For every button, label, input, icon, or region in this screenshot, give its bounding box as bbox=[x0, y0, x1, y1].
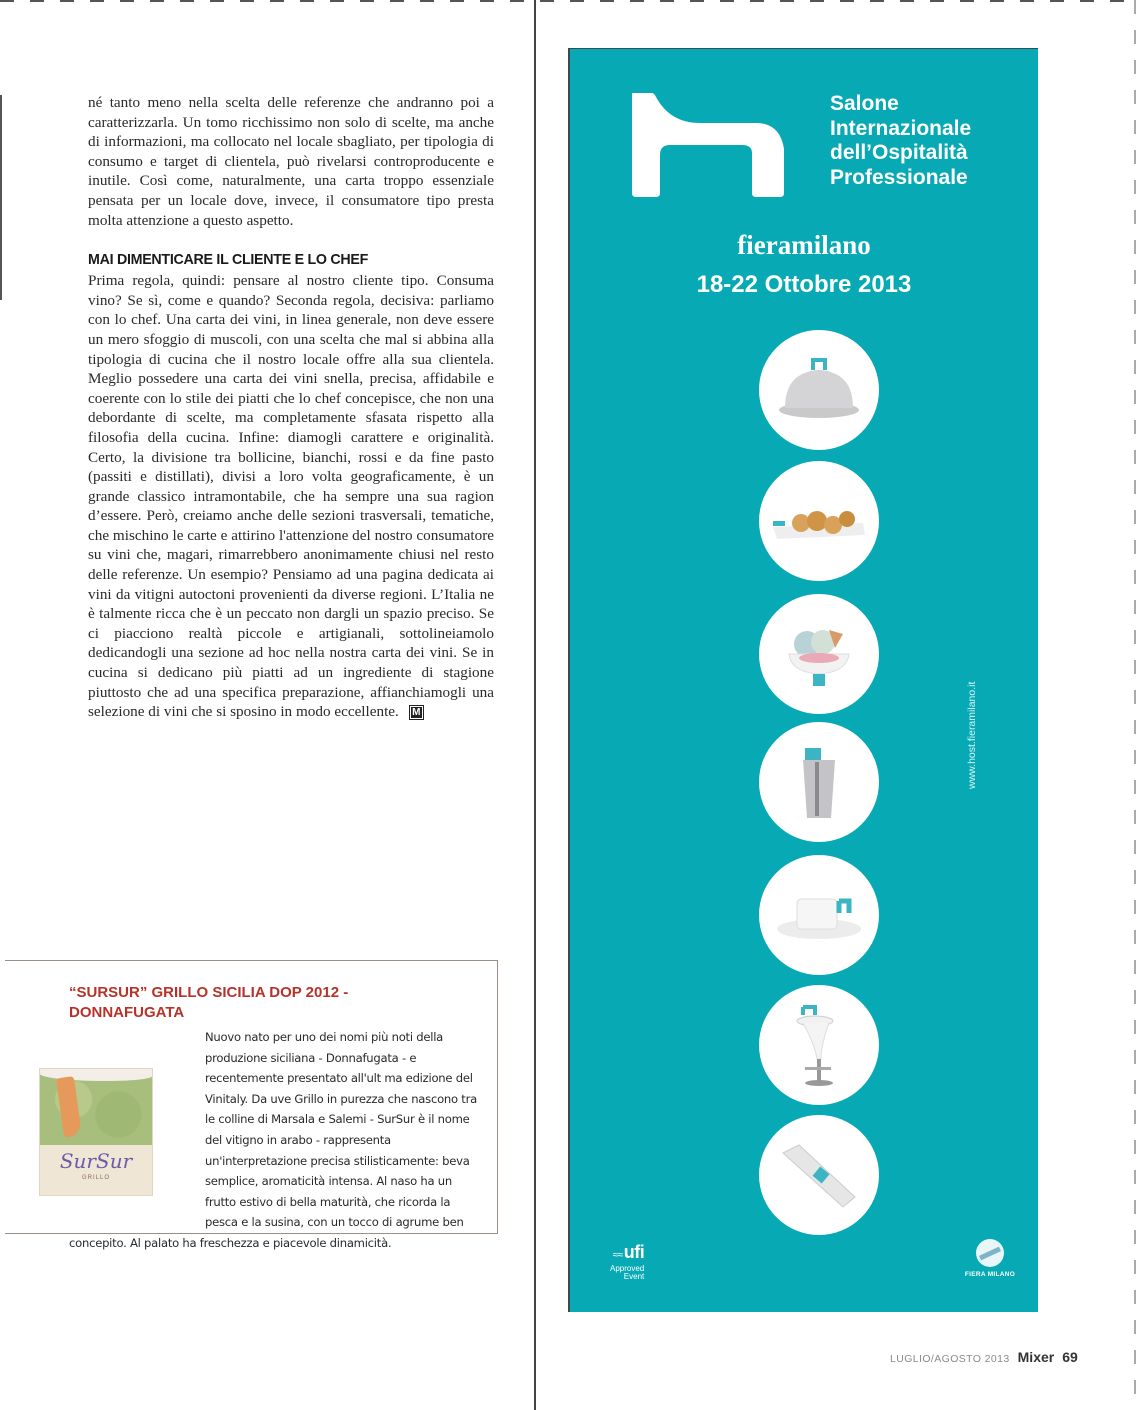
event-dates: 18-22 Ottobre 2013 bbox=[696, 271, 912, 298]
fiera-milano-emblem-icon bbox=[976, 1239, 1004, 1267]
ad-website-url[interactable]: www.host.fieramilano.it bbox=[966, 681, 978, 789]
coffee-cup-icon bbox=[759, 855, 879, 975]
host-tagline bbox=[830, 92, 971, 190]
product-circle-coffee-cup bbox=[759, 855, 879, 975]
product-circle-napkin bbox=[759, 1115, 879, 1235]
tagline-line: dell’Ospitalità bbox=[830, 141, 968, 165]
ice-cream-bowl-icon bbox=[759, 594, 879, 714]
issue-date: LUGLIO/AGOSTO 2013 bbox=[890, 1353, 1010, 1365]
wine-description bbox=[69, 1027, 481, 1254]
article-column bbox=[88, 93, 494, 722]
fiera-milano-logo bbox=[955, 1239, 1025, 1278]
product-circle-ice-cream bbox=[759, 594, 879, 714]
napkin-roll-icon bbox=[759, 1115, 879, 1235]
ufi-approved-logo bbox=[610, 1243, 644, 1281]
end-of-article-icon: M bbox=[409, 705, 424, 720]
page-right-crop-marks bbox=[1134, 0, 1136, 1410]
ufi-line-2: Event bbox=[623, 1272, 645, 1281]
product-circle-shaker bbox=[759, 722, 879, 842]
bar-stool-icon bbox=[759, 985, 879, 1105]
article-section-body bbox=[88, 271, 494, 722]
ufi-mark: ufi bbox=[623, 1242, 645, 1262]
ufi-waves-icon: ≈≈ bbox=[612, 1250, 623, 1261]
page-number: 69 bbox=[1062, 1349, 1078, 1365]
pastry-tray-icon bbox=[759, 461, 879, 581]
ufi-line-1: Approved bbox=[610, 1264, 645, 1273]
wine-review-box bbox=[5, 960, 498, 1250]
tagline-line: Professionale bbox=[830, 165, 968, 189]
host-logo-word: host bbox=[666, 152, 750, 197]
host-logo-icon bbox=[630, 93, 790, 197]
page-spine-divider bbox=[534, 0, 536, 1410]
product-circle-bar-stool bbox=[759, 985, 879, 1105]
previous-page-edge bbox=[0, 95, 2, 300]
article-lead-paragraph: né tanto meno nella scelta delle referenze che andranno poi a caratterizzarla. Un tomo ricchissimo non solo di scelte, ma anche di informazioni, ma collocato nel locale sbagliato, per tipologia di consumo e target di clientela, può rivelarsi controproducente e inutile. Così come, naturalmente, una carta troppo essenziale pensata per un locale dove, invece, il consumatore tipo presta molta attenzione a questo aspetto. bbox=[88, 94, 494, 229]
product-circle-cloche bbox=[759, 330, 879, 450]
page-folio bbox=[890, 1349, 1078, 1367]
section-body-text: Prima regola, quindi: pensare al nostro cliente tipo. Consuma vino? Se sì, come e quando? Seconda regola, decisiva: parliamo con lo chef. Una carta dei vini, in linea generale, non deve essere un mero sfoggio di muscoli, con una scelta che mal si abbina alla tipologia di cucina che il nostro locale offre alla sua clientela. Meglio possedere una carta dei vini snella, precisa, affidabile e coerente con lo stile dei piatti che lo chef concepisce, che non una debordante di scelte, ma completamente sfasata rispetto alla filosofia della cucina. Infine: diamogli carattere e originalità. Certo, la divisione tra bollicine, bianchi, rossi e da fine pasto (passiti e distillati), divisi a loro volta geograficamente, è un grande classico intramontabile, che ha sempre una sua ragion d’essere. Però, creiamo anche delle sezioni trasversali, tematiche, che mischino le carte e attirino l'attenzione del nostro consumatore su vini che, magari, rimarrebbero anonimamente chiusi nel resto delle referenze. Un esempio? Pensiamo ad una pagina dedicata ai vini da vitigni autoctoni provenienti da diverse regioni. L’Italia ne è talmente ricca che è un peccato non dargli un spazio preciso. Se ci piacciono realtà piccole e artigianali, sottolineiamolo dedicandogli una sezione ad hoc nella nostra carta dei vini. Se in cucina si dedicano più piatti ad un ingrediente di stagione piuttosto che ad una specifica preparazione, affianchiamogli una selezione di vini che si sposino in modo eccellente. bbox=[88, 272, 494, 721]
cocktail-shaker-icon bbox=[759, 722, 879, 842]
magazine-name: Mixer bbox=[1017, 1349, 1055, 1365]
product-circle-pastry-tray bbox=[759, 461, 879, 581]
fiera-milano-logo-text: FIERA MILANO bbox=[964, 1271, 1016, 1278]
label-small-text: GRILLO bbox=[81, 1175, 110, 1181]
label-script-text: SurSur bbox=[59, 1149, 133, 1173]
host-advertisement bbox=[568, 48, 1038, 1312]
section-heading: MAI DIMENTICARE IL CLIENTE E LO CHEF bbox=[88, 251, 369, 269]
cloche-icon bbox=[759, 330, 879, 450]
venue-name: fieramilano bbox=[737, 230, 871, 260]
wine-title: “SURSUR” GRILLO SICILIA DOP 2012 - DONNAFUGATA bbox=[69, 984, 349, 1021]
page-top-crop-marks bbox=[0, 0, 1138, 2]
tagline-line: Internazionale bbox=[830, 116, 972, 140]
tagline-line: Salone bbox=[830, 92, 899, 115]
wine-description-text: Nuovo nato per uno dei nomi più noti della produzione siciliana - Donnafugata - e recentemente presentato all'ult ma edizione del Vinitaly. Da uve Grillo in purezza che nascono tra le colline di Marsala e Salemi - SurSur è il nome del vitigno in arabo - rappresenta un'interpretazione precisa stilisticamente: beva semplice, aromaticità intensa. Al naso ha un frutto estivo di bella maturità, che ricorda la pesca e la susina, con un tocco di agrume ben concepito. Al palato ha freschezza e piacevole dinamicità. bbox=[69, 1030, 477, 1250]
